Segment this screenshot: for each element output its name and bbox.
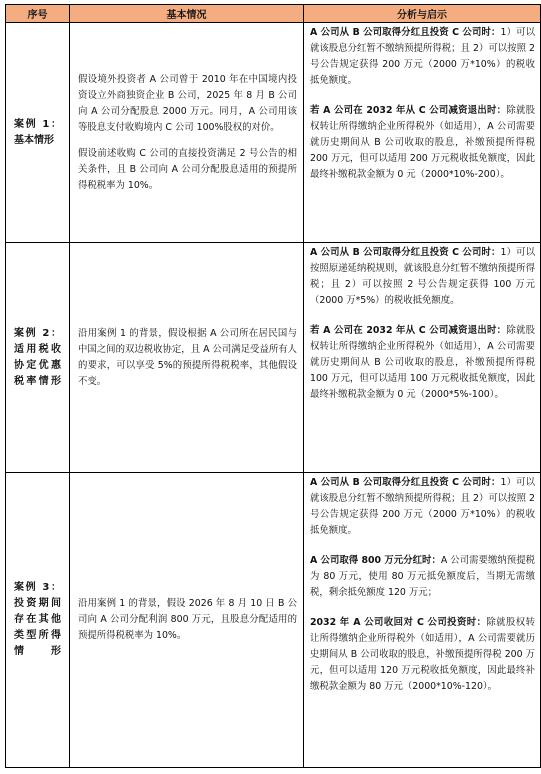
analysis-heading: A 公司取得 800 万元分红时： <box>310 555 441 566</box>
basic-paragraph: 沿用案例 1 的背景，假设根据 A 公司所在居民国与中国之间的双边税收协定，且 A 公司满足受益所有人的要求，可以享受 5%的预提所得税税率，其他假设不变。 <box>78 327 297 387</box>
case-label: 案例 1：基本情形 <box>6 23 70 243</box>
case-basic <box>70 473 304 768</box>
basic-paragraph: 假设前述收购 C 公司的直接投资满足 2 号公告的相关条件，且 B 公司向 A 公司分配股息适用的预提所得税税率为 10%。 <box>78 147 297 191</box>
analysis-heading: 若 A 公司在 2032 年从 C 公司减资退出时： <box>310 325 507 336</box>
analysis-heading: A 公司从 B 公司取得分红且投资 C 公司时： <box>310 247 501 258</box>
header-no: 序号 <box>6 5 70 23</box>
analysis-text: 1）可以就该股息分红暂不缴纳预提所得税；且 2）可以按照 2 号公告规定获得 200 万元（2000 万*10%）的税收抵免额度。 <box>310 27 536 86</box>
header-basic: 基本情况 <box>70 5 304 23</box>
analysis-text: 除就股权转让所得缴纳企业所得税外（如适用），A 公司需要就历史期间从 B 公司收取的股息，补缴预提所得税 200 万元，但可以适用 120 万元税收抵免额度，因此最终补缴税款金额为 80 万元（2000*10%-120）。 <box>310 617 535 692</box>
case-basic <box>70 243 304 473</box>
header-analysis: 分析与启示 <box>304 5 541 23</box>
analysis-text: 1）可以按照原递延纳税规则，就该股息分红暂不缴纳预提所得税；且 2）可以按照 2 号公告规定获得 100 万元（2000 万*5%）的税收抵免额度。 <box>310 247 536 306</box>
case-label: 案例 3：投资期间存在其他类型所得情形 <box>6 473 70 768</box>
analysis-text: 1）可以就该股息分红暂不缴纳预提所得税；且 2）可以按照 2 号公告规定获得 200 万元（2000 万*10%）的税收抵免额度。 <box>310 477 536 536</box>
analysis-heading: 若 A 公司在 2032 年从 C 公司减资退出时： <box>310 105 507 116</box>
basic-paragraph: 假设境外投资者 A 公司曾于 2010 年在中国境内投资设立外商独资企业 B 公司，2025 年 8 月 B 公司向 A 公司分配股息 2000 万元。同月，A 公司用该等股息支付收购境内 C 公司 100%股权的对价。 <box>78 73 297 133</box>
analysis-text: A 公司需要缴纳预提税为 80 万元，使用 80 万元抵免额度后，当期无需缴税，剩余抵免额度 120 万元； <box>310 555 535 598</box>
case-table <box>5 4 541 768</box>
case-analysis <box>304 473 541 768</box>
case-basic <box>70 23 304 243</box>
analysis-heading: A 公司从 B 公司取得分红且投资 C 公司时： <box>310 27 501 38</box>
table-row <box>6 473 541 768</box>
analysis-heading: 2032 年 A 公司收回对 C 公司投资时： <box>310 617 487 628</box>
header-row <box>6 5 541 23</box>
table-row <box>6 243 541 473</box>
basic-paragraph: 沿用案例 1 的背景，假设 2026 年 8 月 10 日 B 公司向 A 公司分配利润 800 万元，且股息分配适用的预提所得税税率为 10%。 <box>78 598 297 641</box>
analysis-heading: A 公司从 B 公司取得分红且投资 C 公司时： <box>310 477 501 488</box>
case-label: 案例 2：适用税收协定优惠税率情形 <box>6 243 70 473</box>
analysis-text: 除就股权转让所得缴纳企业所得税外（如适用），A 公司需要就历史期间从 B 公司收取的股息，补缴预提所得税 100 万元，但可以适用 100 万元税收抵免额度，因此最终补缴税款金额为 0 元（2000*5%-100）。 <box>310 325 535 400</box>
case-analysis <box>304 23 541 243</box>
table-row <box>6 23 541 243</box>
analysis-text: 除就股权转让所得缴纳企业所得税外（如适用），A 公司需要就历史期间从 B 公司收取的股息，补缴预提所得税 200 万元，但可以适用 200 万元税收抵免额度，因此最终补缴税款金额为 0 元（2000*10%-200）。 <box>310 105 535 180</box>
case-analysis <box>304 243 541 473</box>
